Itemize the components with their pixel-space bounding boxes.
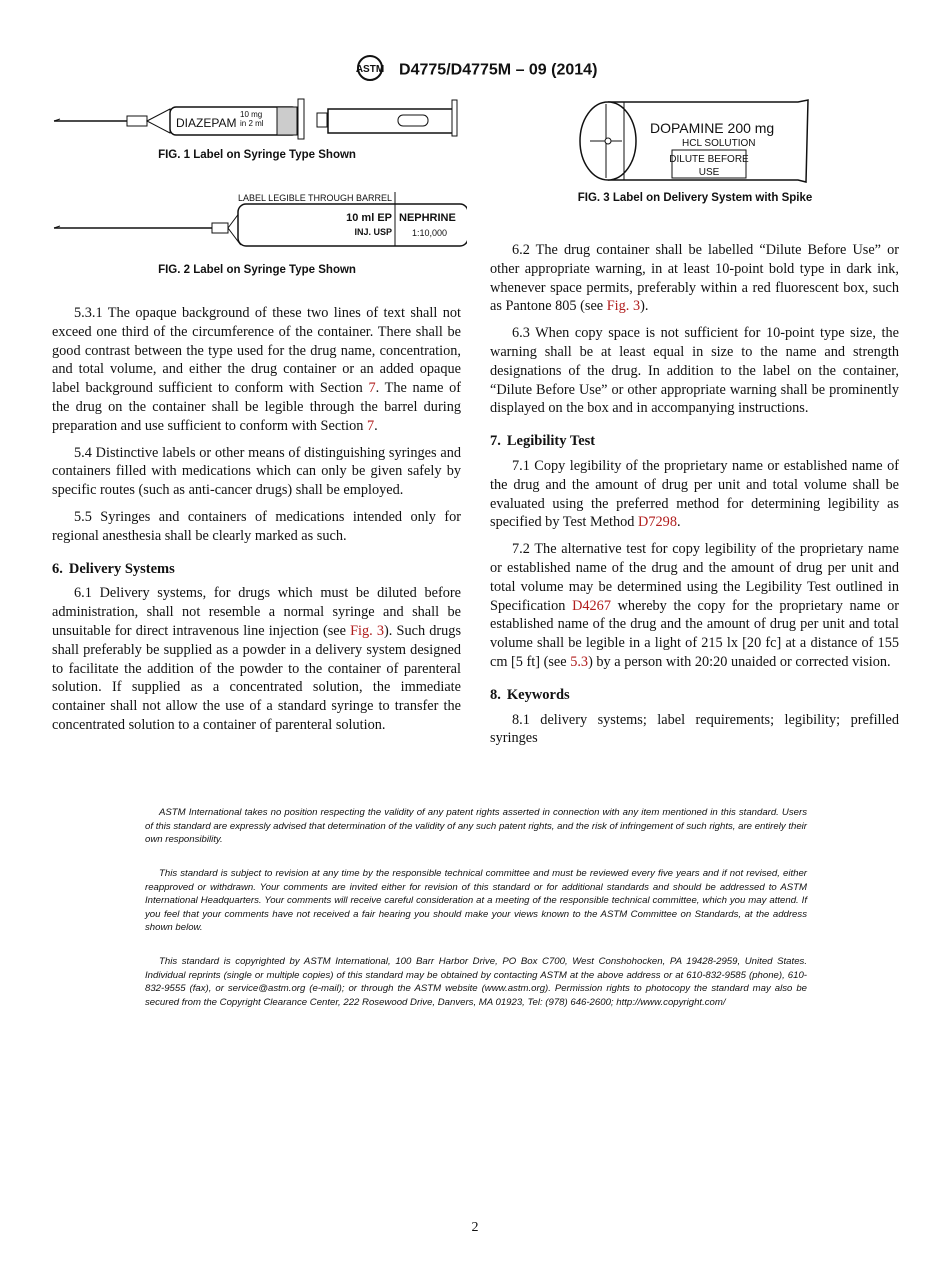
fig1-label-name: DIAZEPAM [176, 116, 237, 130]
paragraph-5-3-1: 5.3.1 The opaque background of these two lines of text shall not exceed one third of the circumference of the container. There shall be good contrast between the type used for the drug name, concentration, and total volume, and either the drug container or an added opaque label background sufficient to conform with Section 7. The name of the drug on the container shall be legible through the barrel during preparation and use sufficient to conform with Section 7. [52, 305, 461, 434]
fig3-solution: HCL SOLUTION [682, 138, 756, 149]
fig3-warning-1: DILUTE BEFORE [669, 154, 749, 165]
heading-section-7: 7. Legibility Test [490, 433, 596, 450]
fig3-warning-2: USE [698, 167, 720, 178]
paragraph-5-5: 5.5 Syringes and containers of medications intended only for regional anesthesia shall be clearly marked as such. [52, 508, 461, 544]
paragraph-7-2: 7.2 The alternative test for copy legibility of the proprietary name or established name of the drug and the amount of drug per unit and total volume may be determined using the Legibility Test outlined in Specification D4267 whereby the copy for the proprietary name or established name of the drug and the amount of drug per unit and total volume shall be legible in a light of 215 lx [20 fc] at a distance of 155 cm [5 ft] (see 5.3) by a person with 20:20 unaided or corrected vision. [490, 541, 899, 670]
fig2-line2-a: INJ. USP [354, 227, 392, 237]
paragraph-6-1: 6.1 Delivery systems, for drugs which must be diluted before administration, shall not resemble a normal syringe and shall be unsuitable for direct intravenous line injection (see Fig. 3). Such drugs shall preferably be supplied as a powder in a delivery system designed to facilitate the addition of the powder to the container of parenteral solution. If supplied as a concentrated solution, the immediate container shall not allow the use of a standard syringe to transfer the concentrated solution to a container of parenteral solution. [52, 585, 462, 733]
fig1-label-dose-bottom: in 2 ml [240, 119, 264, 128]
figure-1-syringe [52, 95, 462, 145]
heading-section-6: 6. Delivery Systems [52, 560, 175, 577]
fig1-label-dose-top: 10 mg [240, 110, 263, 119]
d7298-link[interactable]: D7298 [638, 514, 677, 531]
heading-section-8: 8. Keywords [490, 686, 570, 703]
paragraph-5-4: 5.4 Distinctive labels or other means of distinguishing syringes and containers filled with medications which can only be given safely by specific routes (such as anti-cancer drugs) shall be employed. [52, 444, 461, 499]
fig2-line2-b: 1:10,000 [412, 228, 448, 238]
document-designation: D4775/D4775M – 09 (2014) [399, 61, 598, 79]
astm-logo-icon [353, 55, 387, 86]
footer-note-copyright: This standard is copyrighted by ASTM International, 100 Barr Harbor Drive, PO Box C700, West Conshohocken, PA 19428-2959, United States. Individual reprints (single or multiple copies) of this standard may be obtained by contacting ASTM at the above address or at 610-832-9585 (phone), 610-832-9555 (fax), or service@astm.org (e-mail); or through the ASTM website (www.astm.org). Permission rights to photocopy the standard may also be secured from the Copyright Clearance Center, 222 Rosewood Drive, Danvers, MA 01923, Tel: (978) 646-2600; http://www.copyright.com/ [145, 956, 807, 1008]
section-7-link[interactable]: 7 [368, 380, 376, 397]
footer-note-patent: ASTM International takes no position respecting the validity of any patent rights asserted in connection with any item mentioned in this standard. Users of this standard are expressly advised that determination of the validity of any such patent rights, and the risk of infringement of such rights, are entirely their own responsibility. [145, 807, 807, 846]
fig2-line1-b: NEPHRINE [399, 212, 456, 224]
figure-3-delivery-system [578, 98, 813, 191]
right-column [490, 241, 899, 756]
figure-2-syringe [52, 190, 467, 257]
fig-3-link[interactable]: Fig. 3 [606, 298, 641, 315]
fig2-top-note: LABEL LEGIBLE THROUGH BARREL [238, 193, 393, 203]
page-header [0, 55, 950, 86]
figure-2-caption: FIG. 2 Label on Syringe Type Shown [158, 264, 356, 276]
fig2-line1-a: 10 ml EP [346, 212, 392, 224]
left-column [52, 304, 461, 743]
section-7-link[interactable]: 7 [366, 417, 375, 434]
paragraph-6-3: 6.3 When copy space is not sufficient for 10-point type size, the warning shall be at least equal in size to the name and strength designations of the drug. In addition to the label on the container, “Dilute Before Use” or other appropriate warning shall be prominently displayed on the box and in accompanying instructions. [490, 325, 899, 417]
d4267-link[interactable]: D4267 [572, 597, 611, 614]
paragraph-8-1: 8.1 delivery systems; label requirements; legibility; prefilled syringes [490, 711, 899, 747]
astm-logo-text: ASTM [355, 64, 384, 75]
fig-3-link[interactable]: Fig. 3 [350, 622, 385, 639]
paragraph-7-1: 7.1 Copy legibility of the proprietary name or established name of the drug and the amount of drug per unit and total volume shall be evaluated using the preferred method for determining legibility as specified by Test Method D7298. [490, 457, 899, 531]
figure-1-caption: FIG. 1 Label on Syringe Type Shown [158, 149, 356, 161]
section-5-3-link[interactable]: 5.3 [570, 653, 589, 670]
footer-note-revision: This standard is subject to revision at any time by the responsible technical committee and must be reviewed every five years and if not revised, either reapproved or withdrawn. Your comments are invited either for revision of this standard or for additional standards and should be addressed to ASTM International Headquarters. Your comments will receive careful consideration at a meeting of the responsible technical committee, which you may attend. If you feel that your comments have not received a fair hearing you should make your views known to the ASTM Committee on Standards, at the address shown below. [145, 868, 807, 934]
figure-3-caption: FIG. 3 Label on Delivery System with Spike [577, 192, 813, 204]
fig3-drug: DOPAMINE 200 mg [650, 120, 775, 136]
paragraph-6-2: 6.2 The drug container shall be labelled “Dilute Before Use” or other appropriate warning, in at least 10-point bold type in dark ink, whenever space permits, preferably within a red fluorescent box, such as Pantone 805 (see Fig. 3). [490, 242, 899, 315]
page-number: 2 [471, 1220, 479, 1235]
